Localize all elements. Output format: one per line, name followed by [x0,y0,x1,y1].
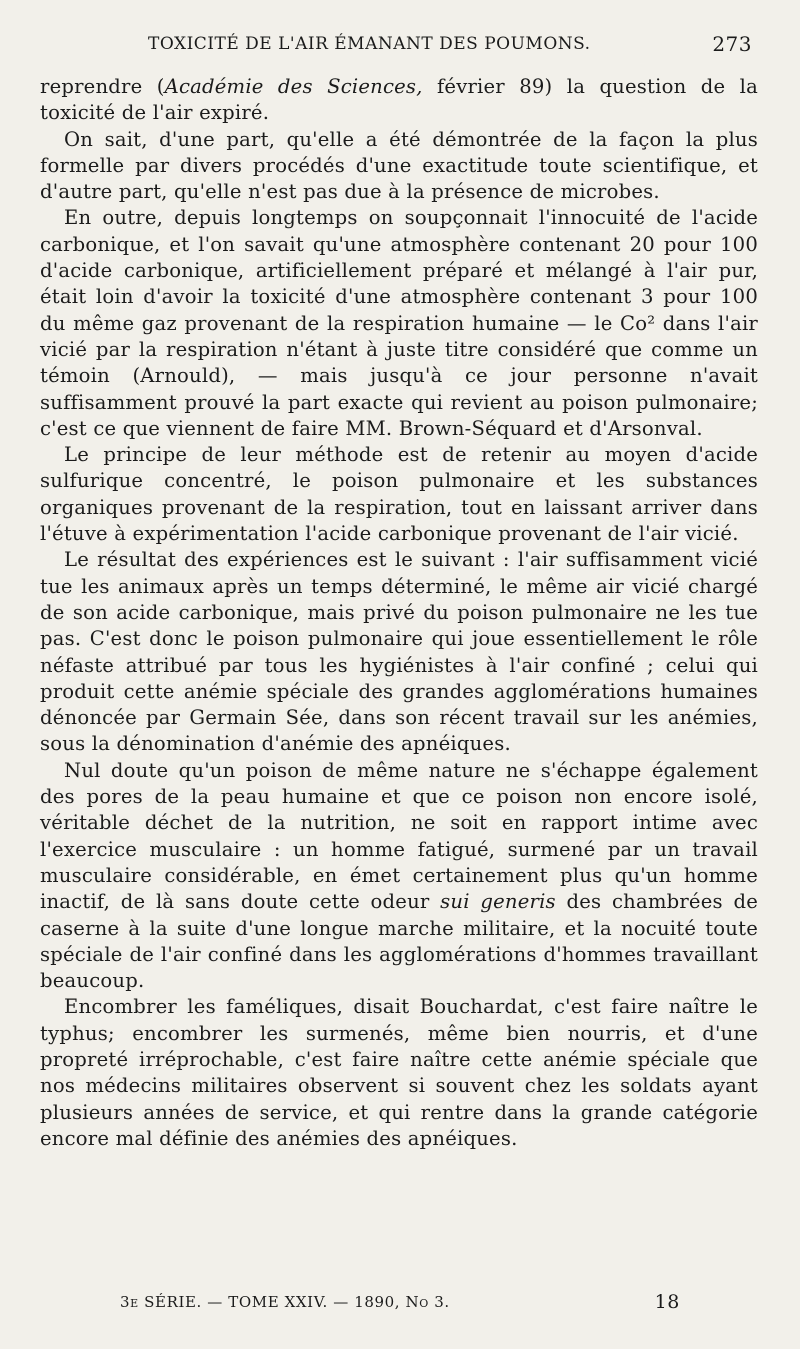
paragraph-2: On sait, d'une part, qu'elle a été démontrée de la façon la plus formelle par divers procédés d'une exactitude toute scientifique, et d'autre part, qu'elle n'est pas due à la présence de microbes. [40,127,758,204]
italic-citation: Académie des Sciences, [164,75,423,98]
paragraph-3: En outre, depuis longtemps on soupçonnait l'innocuité de l'acide carbonique, et l'on savait qu'une atmosphère contenant 20 pour 100 d'acide carbonique, artificiellement préparé et mélangé à l'air pur, était loin d'avoir la toxicité d'une atmosphère contenant 3 pour 100 du même gaz provenant de la respiration humaine — le Co² dans l'air vicié par la respiration n'étant à juste titre considéré que comme un témoin (Arnould), — mais jusqu'à ce jour personne n'avait suffisamment prouvé la part exacte qui revient au poison pulmonaire; c'est ce que viennent de faire MM. Brown-Séquard et d'Arsonval. [40,206,758,440]
running-header [148,34,758,62]
paragraph-6 [40,758,758,995]
paragraph-4: Le principe de leur méthode est de retenir au moyen d'acide sulfurique concentré, le poison pulmonaire et les substances organiques provenant de la respiration, tout en laissant arriver dans l'étuve à expérimentation l'acide carbonique provenant de l'air vicié. [40,443,758,546]
page-number: 273 [712,32,752,56]
paragraph-7: Encombrer les faméliques, disait Bouchardat, c'est faire naître le typhus; encombrer les surmenés, même bien nourris, et d'une propreté irréprochable, c'est faire naître cette anémie spéciale que nos médecins militaires observent si souvent chez les soldats ayant plusieurs années de service, et qui rentre dans la grande catégorie encore mal définie des anémies des apnéiques. [40,995,758,1150]
italic-latin-phrase: sui generis [440,890,556,914]
paragraph-5: Le résultat des expériences est le suivant : l'air suffisamment vicié tue les animaux après un temps déterminé, le même air vicié chargé de son acide carbonique, mais privé du poison pulmonaire ne les tue pas. C'est donc le poison pulmonaire qui joue essentiellement le rôle néfaste attribué par tous les hygiénistes à l'air confiné ; celui qui produit cette anémie spéciale des grandes agglomérations humaines dénoncée par Germain Sée, dans son récent travail sur les anémies, sous la dénomination d'anémie des apnéiques. [40,548,758,756]
paragraph-1-start: reprendre ( [40,75,165,98]
paragraph-6-start: Nul doute qu'un poison de même nature ne s'échappe également des pores de la peau humaine et que ce poison non encore isolé, véritable déchet de la nutrition, ne soit en rapport intime avec l'exercice musculaire : un homme fatigué, surmené par un travail musculaire considérable, en émet certainement plus qu'un homme inactif, de là sans doute cette odeur [40,758,758,914]
paragraph-6-end: des chambrées de caserne à la suite d'une longue marche militaire, et la nocuité toute spéciale de l'air confiné dans les agglomérations d'hommes travaillant beaucoup. [40,890,758,993]
series-info: 3e SÉRIE. — TOME XXIV. — 1890, No 3. [120,1293,450,1311]
paragraph-1-end: février 89) la question de la toxicité de l'air expiré. [40,75,758,125]
body-text [40,74,758,1152]
running-title: TOXICITÉ DE L'AIR ÉMANANT DES POUMONS. [148,34,591,54]
sheet-number: 18 [654,1291,680,1313]
paragraph-1 [40,74,758,127]
